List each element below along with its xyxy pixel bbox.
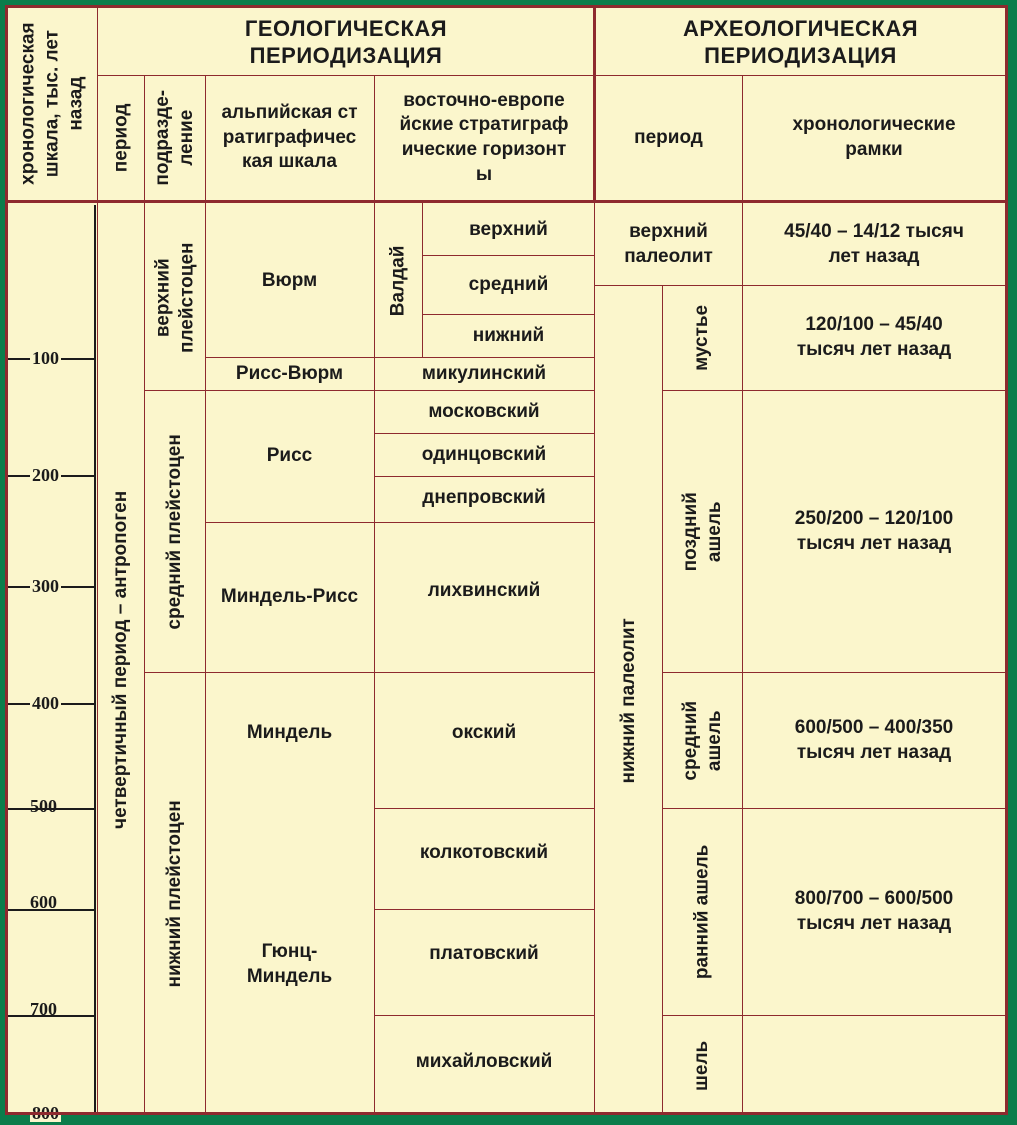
header-geology <box>98 8 594 76</box>
alpine-gunz-mindel <box>205 880 374 1050</box>
grid-line <box>374 909 594 910</box>
header-geology-label: ГЕОЛОГИЧЕСКАЯ ПЕРИОДИЗАЦИЯ <box>244 15 448 68</box>
scale-axis <box>94 205 96 1115</box>
grid-line <box>593 6 596 200</box>
grid-line <box>144 390 205 391</box>
horizon-likhvin <box>374 523 594 659</box>
alpine-riss-wurm-label: Рисс-Вюрм <box>235 362 344 384</box>
header-alpine-label: альпийская стратиграфическая шкала <box>221 101 358 173</box>
late-acheulean-frame-label: 250/200 – 120/100 тысяч лет назад <box>794 507 954 554</box>
lower-pleistocene <box>145 673 205 1115</box>
middle-acheulean <box>663 673 742 808</box>
header-archaeology <box>595 8 1006 76</box>
grid-line <box>374 476 594 477</box>
grid-line <box>98 75 1006 76</box>
horizon-odintsovo-label: одинцовский <box>421 443 547 465</box>
middle-acheulean-frame-label: 600/500 – 400/350 тысяч лет назад <box>794 716 954 763</box>
valdai-middle <box>423 256 594 314</box>
grid-line <box>374 433 594 434</box>
grid-line <box>742 76 743 1115</box>
horizon-kolkotovo <box>374 809 594 897</box>
upper-pleistocene-label: верхний плейстоцен <box>152 242 198 353</box>
valdai-upper <box>423 205 594 255</box>
grid-line <box>144 672 205 673</box>
alpine-mindel-label: Миндель <box>246 721 333 743</box>
scale-tick-label: 600 <box>30 892 57 912</box>
header-arch-period <box>595 76 742 200</box>
mousterian-frame <box>742 286 1006 390</box>
header-subdivision-label: подразде-ление <box>152 90 198 186</box>
mousterian <box>663 286 742 390</box>
quaternary-period <box>98 205 144 1115</box>
mousterian-label: мустье <box>691 304 713 372</box>
horizon-oka-label: окский <box>451 721 517 743</box>
horizon-dnieper <box>374 477 594 519</box>
late-acheulean-frame <box>742 391 1006 672</box>
middle-pleistocene-label: средний плейстоцен <box>164 433 186 630</box>
scale-tick-label: 100 <box>32 348 59 368</box>
horizon-mikhailovo <box>374 1016 594 1108</box>
middle-pleistocene <box>145 391 205 672</box>
grid-line <box>97 6 98 200</box>
scale-tick-label: 200 <box>32 465 59 485</box>
grid-line <box>374 1015 594 1016</box>
grid-line <box>662 672 1006 673</box>
late-acheulean <box>663 391 742 672</box>
horizon-platovo <box>374 910 594 998</box>
horizon-moscow-label: московский <box>428 400 540 422</box>
upper-paleolithic-frame-label: 45/40 – 14/12 тысяч лет назад <box>784 221 964 267</box>
header-arch-period-label: период <box>634 126 703 148</box>
upper-paleolithic-frame <box>742 205 1006 285</box>
horizon-kolkotovo-label: колкотовский <box>419 841 549 863</box>
late-acheulean-label: поздний ашель <box>679 491 725 572</box>
grid-line <box>205 357 594 358</box>
grid-line <box>662 1015 1006 1016</box>
header-period <box>98 76 144 200</box>
horizon-dnieper-label: днепровский <box>422 486 546 508</box>
alpine-mindel <box>205 673 374 793</box>
grid-line <box>6 200 1008 203</box>
grid-line <box>97 203 98 1115</box>
header-chrono-frames-label: хронологические рамки <box>792 114 956 160</box>
header-period-label: период <box>110 103 132 173</box>
horizon-likhvin-label: лихвинский <box>427 579 541 601</box>
scale-tick-label: 300 <box>32 576 59 596</box>
valdai-lower <box>423 315 594 357</box>
alpine-mindel-riss <box>205 523 374 672</box>
grid-line <box>205 390 594 391</box>
scale-tick-label: 400 <box>32 693 59 713</box>
alpine-mindel-riss-label: Миндель-Рисс <box>220 586 359 608</box>
alpine-wurm <box>205 205 374 357</box>
chellean-label: шель <box>691 1040 713 1091</box>
alpine-gunz-mindel-label: Гюнц-Миндель <box>246 941 333 987</box>
header-east-european <box>374 76 594 200</box>
header-subdivision <box>145 76 205 200</box>
horizon-mikulino-label: микулинский <box>421 362 547 384</box>
horizon-mikhailovo-label: михайловский <box>415 1050 553 1072</box>
chellean <box>663 1016 742 1115</box>
grid-line <box>422 203 423 358</box>
chellean-frame <box>742 1016 1006 1115</box>
middle-acheulean-label: средний ашель <box>679 700 725 781</box>
horizon-mikulino <box>374 358 594 390</box>
horizon-odintsovo <box>374 434 594 476</box>
header-east-european-label: восточно-европейские стратиграфические горизонты <box>399 89 569 185</box>
grid-line <box>205 76 206 1115</box>
horizon-platovo-label: платовский <box>429 942 539 964</box>
valdai-lower-label: нижний <box>472 324 545 346</box>
scale-tick-label: 500 <box>30 796 57 816</box>
alpine-riss-wurm <box>205 358 374 390</box>
scale-tick-label: 700 <box>30 999 57 1019</box>
lower-pleistocene-label: нижний плейстоцен <box>164 800 186 988</box>
valdai-upper-label: верхний <box>469 218 548 240</box>
alpine-riss <box>205 391 374 522</box>
valdai-middle-label: средний <box>468 273 549 295</box>
grid-line <box>422 255 594 256</box>
grid-line <box>374 808 594 809</box>
grid-line <box>662 286 663 1115</box>
header-archaeology-label: АРХЕОЛОГИЧЕСКАЯ ПЕРИОДИЗАЦИЯ <box>682 15 919 68</box>
grid-line <box>662 390 1006 391</box>
upper-pleistocene <box>145 205 205 390</box>
header-alpine <box>205 76 374 200</box>
upper-paleolithic-label: верхний палеолит <box>624 221 713 267</box>
mousterian-frame-label: 120/100 – 45/40 тысяч лет назад <box>796 314 952 360</box>
early-acheulean <box>663 809 742 1015</box>
lower-paleolithic-label: нижний палеолит <box>617 617 639 784</box>
grid-line <box>594 200 595 1115</box>
grid-line <box>97 1113 1007 1114</box>
middle-acheulean-frame <box>742 673 1006 808</box>
grid-line <box>594 285 1006 286</box>
lower-paleolithic <box>595 286 662 1115</box>
grid-line <box>205 522 594 523</box>
early-acheulean-frame <box>742 809 1006 1015</box>
scale-tick-label: 800 <box>32 1103 59 1123</box>
valdai-label: Валдай <box>387 245 409 317</box>
alpine-wurm-label: Вюрм <box>261 269 318 291</box>
valdai <box>374 205 422 357</box>
alpine-riss-label: Рисс <box>266 445 313 467</box>
quaternary-period-label: четвертичный период – антропоген <box>110 490 132 830</box>
horizon-moscow <box>374 391 594 433</box>
early-acheulean-frame-label: 800/700 – 600/500 тысяч лет назад <box>794 888 954 934</box>
grid-line <box>144 76 145 1115</box>
header-chrono-scale-label: хронологическая шкала, тыс. лет назад <box>17 22 86 186</box>
upper-paleolithic <box>595 205 742 285</box>
horizon-oka <box>374 673 594 793</box>
early-acheulean-label: ранний ашель <box>691 844 713 980</box>
grid-line <box>374 76 375 1115</box>
header-chrono-frames <box>742 76 1006 200</box>
grid-line <box>205 672 594 673</box>
header-chrono-scale <box>8 8 96 200</box>
grid-line <box>662 808 1006 809</box>
grid-line <box>422 314 594 315</box>
